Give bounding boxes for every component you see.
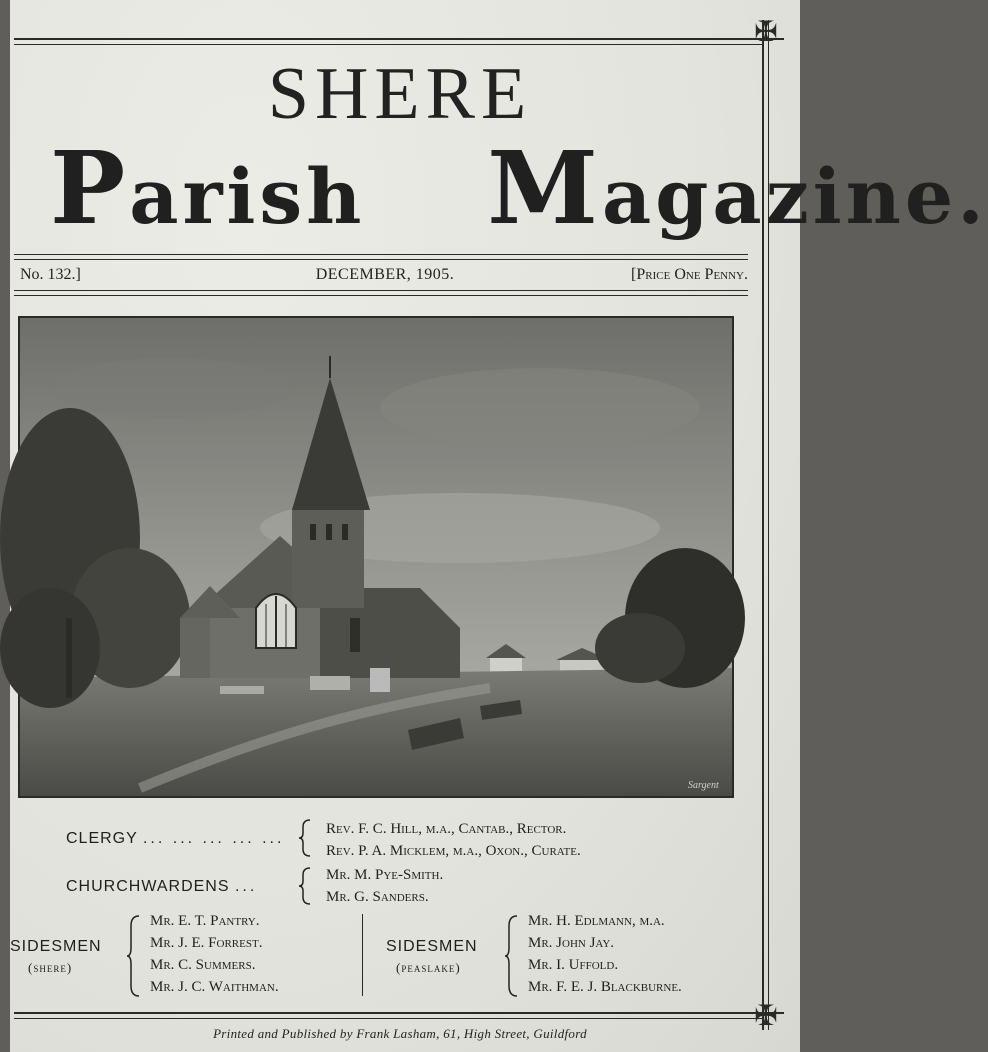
title-initial-p: P	[50, 129, 130, 247]
sidesman-member: Mr. F. E. J. Blackburne.	[528, 979, 682, 995]
sidesmen-peaslake-brace	[504, 914, 520, 998]
title-shere: SHERE	[267, 53, 533, 135]
church-engraving	[18, 316, 734, 798]
sidesmen-peaslake-list	[528, 910, 682, 998]
issue-price: [Price One Penny.	[631, 266, 748, 283]
title-word-parish: arish	[129, 152, 366, 241]
clergy-brace	[298, 818, 314, 858]
sidesmen-shere-label: SIDESMEN	[10, 938, 102, 955]
masthead-rule-2	[14, 259, 748, 260]
engraving-signature: Sargent	[688, 780, 719, 791]
clergy-dots: ... ... ... ... ...	[142, 830, 285, 847]
clergy-label: CLERGY ... ... ... ... ...	[66, 830, 285, 847]
churchwardens-label: CHURCHWARDENS ...	[66, 878, 258, 895]
sidesmen-peaslake-label: SIDESMEN	[386, 938, 478, 955]
issue-bar	[18, 266, 752, 288]
churchwardens-brace	[298, 866, 314, 906]
bottom-border-rule	[14, 1012, 784, 1014]
corner-ornament-bottom: ✠	[754, 999, 778, 1032]
sidesmen-shere-list	[150, 910, 279, 998]
issue-rule-1	[14, 290, 748, 291]
title-parish-magazine	[50, 129, 988, 247]
sidesman-member: Mr. C. Summers.	[150, 957, 256, 973]
bottom-border-rule-inner	[14, 1018, 762, 1019]
issue-rule-2	[14, 295, 748, 296]
clergy-member: Rev. F. C. Hill, m.a., Cantab., Rector.	[326, 821, 567, 837]
sidesman-member: Mr. J. C. Waithman.	[150, 979, 279, 995]
clergy-member: Rev. P. A. Micklem, m.a., Oxon., Curate.	[326, 843, 581, 859]
churchwarden-member: Mr. M. Pye-Smith.	[326, 867, 444, 883]
sidesman-member: Mr. H. Edlmann, m.a.	[528, 913, 665, 929]
sidesmen-divider	[362, 914, 363, 996]
sidesmen-shere-brace	[126, 914, 142, 998]
corner-ornament-top: ✠	[754, 15, 778, 48]
issue-number: No. 132.]	[20, 266, 81, 283]
sidesmen-shere-place: (shere)	[28, 960, 73, 975]
churchwarden-member: Mr. G. Sanders.	[326, 889, 429, 905]
title-word-magazine: agazine.	[601, 152, 988, 241]
top-border-rule-inner	[14, 44, 762, 45]
sidesman-member: Mr. I. Uffold.	[528, 957, 619, 973]
sidesman-member: Mr. E. T. Pantry.	[150, 913, 260, 929]
churchwardens-dots: ...	[234, 878, 258, 895]
top-border-rule	[14, 38, 784, 40]
title-initial-m: M	[487, 129, 602, 247]
sidesmen-peaslake-place: (peaslake)	[396, 960, 461, 975]
clergy-list	[326, 818, 581, 862]
issue-date: DECEMBER, 1905.	[315, 266, 455, 283]
masthead-rule-1	[14, 254, 748, 255]
sidesman-member: Mr. J. E. Forrest.	[150, 935, 263, 951]
publisher-imprint: Printed and Published by Frank Lasham, 61, High Street, Guildford	[213, 1026, 587, 1041]
sidesman-member: Mr. John Jay.	[528, 935, 615, 951]
churchwardens-list	[326, 864, 443, 908]
